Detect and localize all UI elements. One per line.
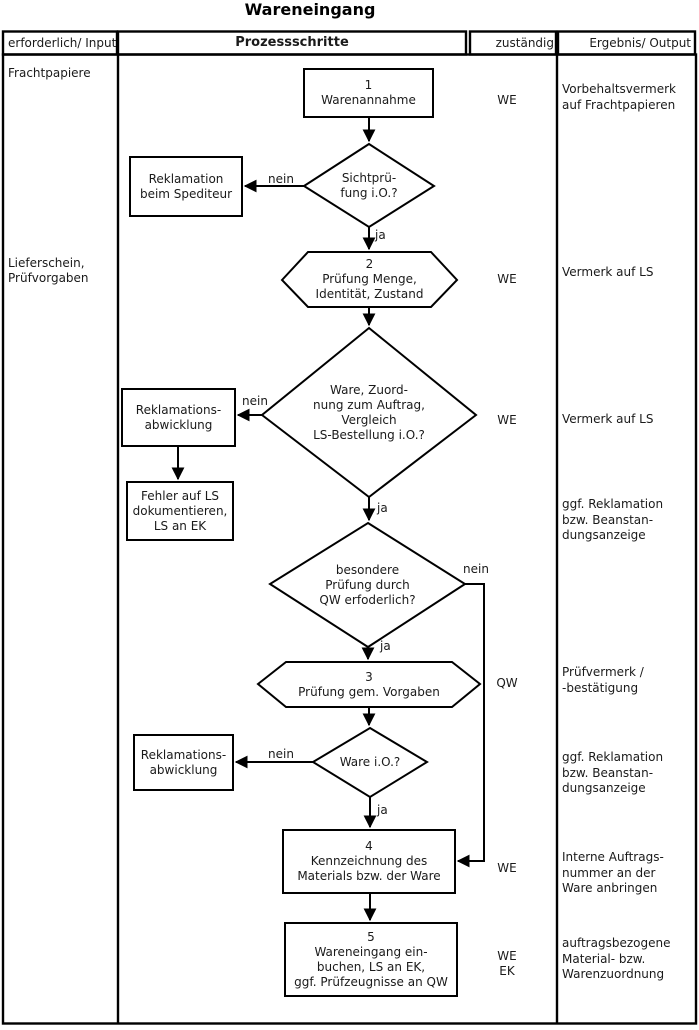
fehler-ls-label: Fehler auf LS dokumentieren, LS an EK [132,488,228,533]
step4-label: 4 Kennzeichnung des Materials bzw. der Ware [297,839,441,883]
output-reklamation-2: ggf. Reklamation bzw. Beanstan- dungsanzeige [562,750,664,795]
output-warenzuordnung: auftragsbezogene Material- bzw. Warenzuordnung [562,936,671,981]
reklamationsabwicklung2-label: Reklamations- abwicklung [140,747,227,777]
edge-label-ja-wareio: ja [377,803,388,817]
edge-label-nein-wareio: nein [268,747,294,761]
step3-label: 3 Prüfung gem. Vorgaben [298,669,440,699]
edge-label-nein-sicht: nein [268,172,294,186]
edge-label-ja-zuordnung: ja [377,501,388,515]
edge-label-ja-sicht: ja [375,228,386,242]
page-title: Wareneingang [244,0,376,19]
output-pruefvermerk: Prüfvermerk / -bestätigung [562,665,644,695]
reklamationsabwicklung1-label: Reklamations- abwicklung [135,402,222,432]
step5-label: 5 Wareneingang ein- buchen, LS an EK, ggf. Prüfzeugnisse an QW [294,929,448,989]
responsible-step1: WE [497,93,517,107]
zuordnung-label: Ware, Zuord- nung zum Auftrag, Vergleich LS-Bestellung i.O.? [313,382,425,442]
header-responsible: zuständig [495,36,554,50]
header-process: Prozessschritte [235,35,349,50]
responsible-zuordnung: WE [497,413,517,427]
edge-label-ja-qw: ja [380,639,391,653]
input-lieferschein: Lieferschein, Prüfvorgaben [8,256,89,285]
reklamation-spediteur-label: Reklamation beim Spediteur [139,171,233,201]
responsible-step2: WE [497,272,517,286]
output-reklamation-1: ggf. Reklamation bzw. Beanstan- dungsanzeige [562,497,664,542]
edge-label-nein-qw: nein [463,562,489,576]
step2-label: 2 Prüfung Menge, Identität, Zustand [315,257,424,301]
step1-label: 1 Warenannahme [321,78,416,107]
output-vermerk-ls-1: Vermerk auf LS [562,265,654,279]
sichtpruefung-label: Sichtprü- fung i.O.? [340,170,398,200]
output-vermerk-ls-2: Vermerk auf LS [562,412,654,426]
responsible-step3: QW [496,676,518,690]
output-vorbehaltsvermerk: Vorbehaltsvermerk auf Frachtpapieren [562,82,676,112]
input-frachtpapiere: Frachtpapiere [8,66,91,80]
header-input: erforderlich/ Input [8,36,117,50]
responsible-step5: WE EK [497,949,517,978]
output-auftragsnummer: Interne Auftrags- nummer an der Ware anbringen [562,850,664,895]
ware-io-label: Ware i.O.? [339,755,401,769]
qw-pruefung-label: besondere Prüfung durch QW erfoderlich? [319,562,416,607]
responsible-step4: WE [497,861,517,875]
header-output: Ergebnis/ Output [589,36,691,50]
edge-label-nein-zuordnung: nein [242,394,268,408]
